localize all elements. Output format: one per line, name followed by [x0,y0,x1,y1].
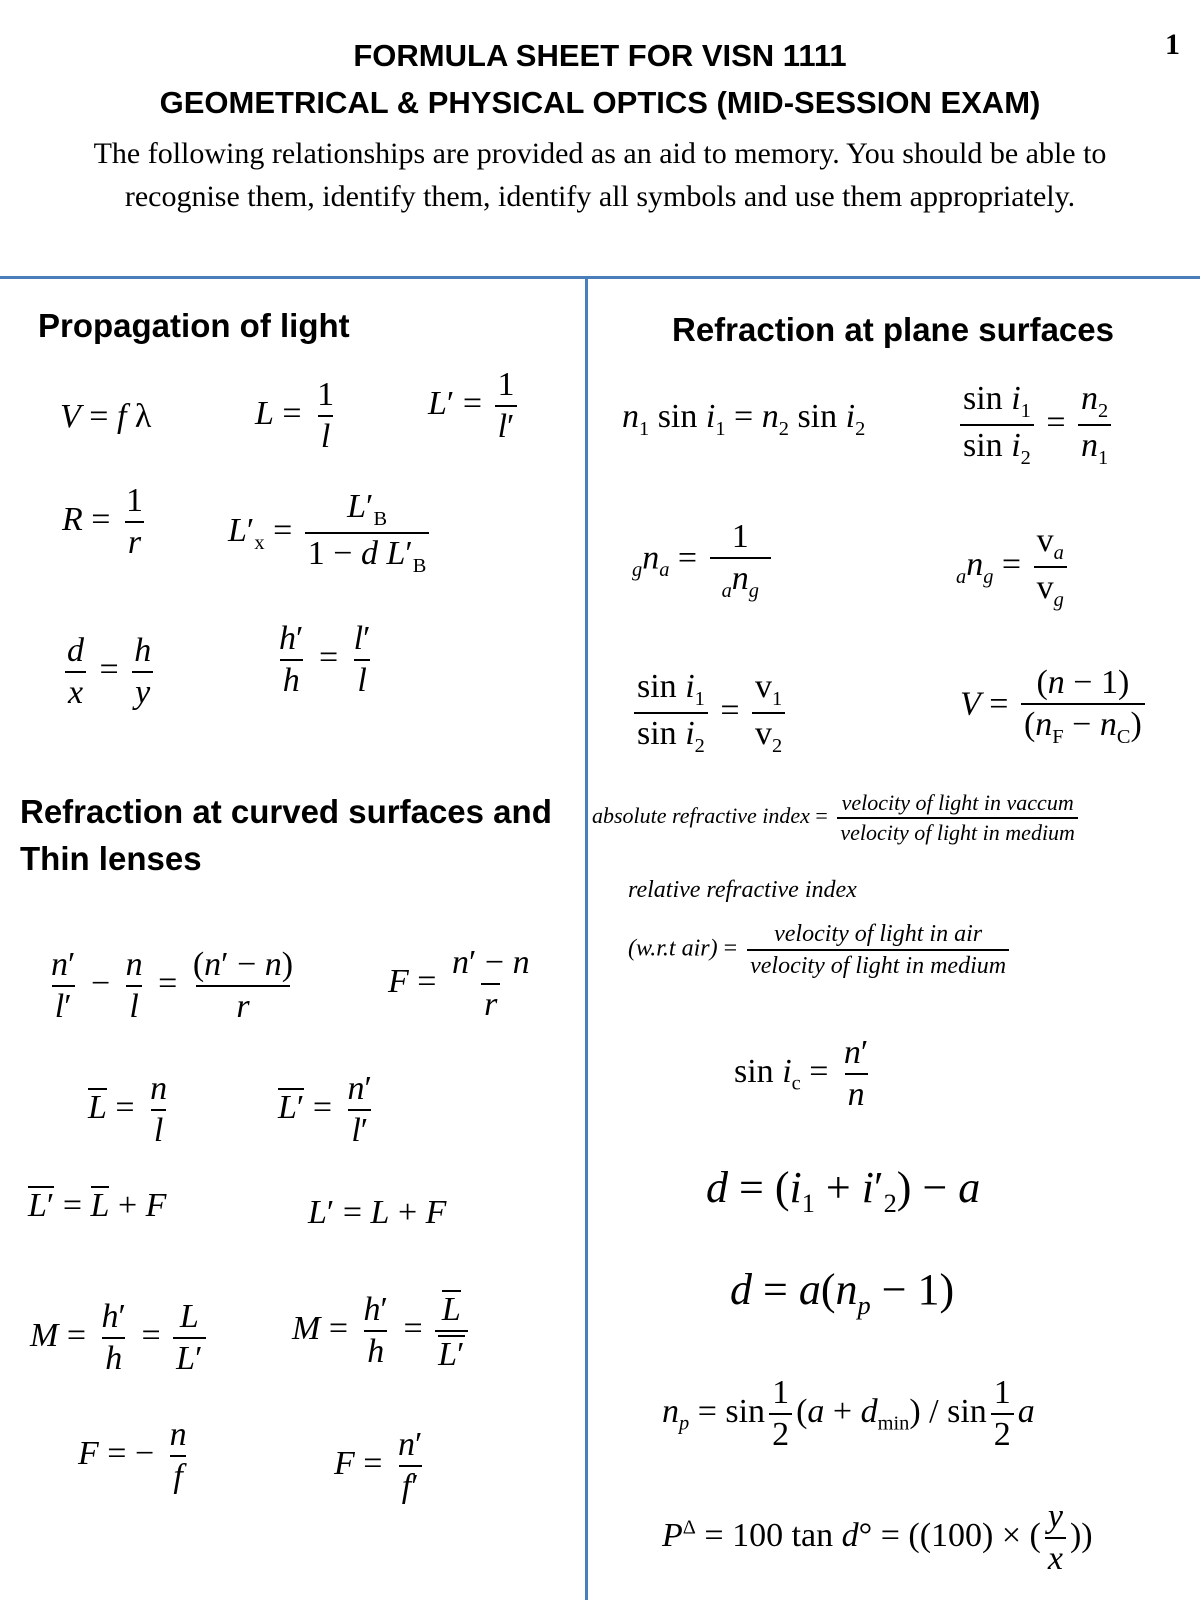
sheet-subtitle: GEOMETRICAL & PHYSICAL OPTICS (MID-SESSION EXAM) [159,85,1041,120]
formula-ang: $_an_g$ = $\frac{v_a}{v_g}$ [956,524,1071,610]
section-propagation-heading: Propagation of light [38,307,350,344]
header-divider [0,276,1200,279]
formula-Lx: $L'_x$ = $\frac{L'_B}{1 - d L'_B}$ [228,490,433,576]
formula-prism-dioptre: $P^\Delta = 100$ tan d° = ((100) × ( $\frac{y}{x}$ )) [662,1498,1093,1577]
formula-sin-ratio-n: $\frac{\sin i_1}{\sin i_2}$ = $\frac{n_2}{n_1}$ [956,382,1115,468]
formula-abbe-number: V = $\frac{(n - 1)}{(n_F - n_C)}$ [960,666,1149,747]
formula-Lprime-sum: L′ = L + F [308,1194,447,1231]
formula-deviation-prism: $d = (i_1 + i'_2) - a$ [706,1163,981,1218]
formula-F-nprime-over-fprime: F = $\frac{n'}{f'}$ [334,1426,423,1505]
formula-magnification-2: M = $\frac{h'}{h}$ = $\frac{L}{L'}$ [292,1290,472,1372]
column-divider [585,276,588,1600]
formula-hprime-over-h: $\frac{h'}{h}$ = $\frac{l'}{l}$ [279,620,371,699]
page-number: 1 [1165,28,1180,61]
formula-sin-ratio-v: $\frac{\sin i_1}{\sin i_2}$ = $\frac{v_1}{v_2}$ [630,670,789,756]
formula-v-f-lambda: V = f λ [60,398,152,435]
formula-Lprime-equals-1-over-lprime: L′ = $\frac{1}{l'}$ [428,368,522,444]
formula-R-equals-1-over-r: R = $\frac{1}{r}$ [62,482,143,561]
formula-d-over-x: $\frac{d}{x}$ = $\frac{h}{y}$ [60,634,158,710]
formula-prism-index: $n_p = \sin$ $\frac{1}{2}$ $(a + d_{min}) / \sin$ $\frac{1}{2}$ a [662,1374,1035,1453]
formula-F-surface-power: F = $\frac{n' - n}{r}$ [388,944,530,1023]
formula-deviation-thin-prism: $d = a(n_p - 1)$ [730,1265,955,1320]
formula-Lbar-prime: L′ = $\frac{n'}{l'}$ [278,1070,372,1149]
formula-Lbar: L = $\frac{n}{l}$ [88,1070,168,1149]
formula-magnification-1: M = $\frac{h'}{h}$ = $\frac{L}{L'}$ [30,1300,210,1376]
intro-text: The following relationships are provided as an aid to memory. You should be able to recognise them, identify them, identify all symbols and use them appropriately. [93,137,1107,213]
formula-relative-refractive-index: (w.r.t air) = $\frac{\text{velocity of light in air}}{\text{velocity of light in medium}}$ [628,922,1013,978]
relative-refractive-index-label: relative refractive index [628,877,857,903]
formula-snell-law: $n_1$ $\sin i_1 = n_2$ $\sin i_2$ [622,398,866,440]
formula-L-equals-1-over-l: L = $\frac{1}{l}$ [255,376,335,455]
section-plane-heading: Refraction at plane surfaces [672,311,1114,348]
formula-curved-surface: $\frac{n'}{l'}$ − $\frac{n}{l}$ = $\frac{(n' - n)}{r}$ [51,946,294,1025]
formula-gna: $_gn_a$ = $\frac{1}{_an_g}$ [632,520,775,601]
formula-absolute-refractive-index: absolute refractive index = $\frac{\text{velocity of light in vaccum}}{\text{velocity of light in medium}}$ [592,792,1082,844]
formula-critical-angle: $\sin i_c$ = $\frac{n'}{n}$ [734,1034,869,1113]
formula-Lbar-prime-sum: L′ = L + F [28,1187,167,1224]
section-curved-heading: Refraction at curved surfaces and Thin lenses [20,793,552,877]
formula-F-minus-n-over-f: F = − $\frac{n}{f}$ [78,1416,187,1495]
sheet-title: FORMULA SHEET FOR VISN 1111 [353,38,847,73]
